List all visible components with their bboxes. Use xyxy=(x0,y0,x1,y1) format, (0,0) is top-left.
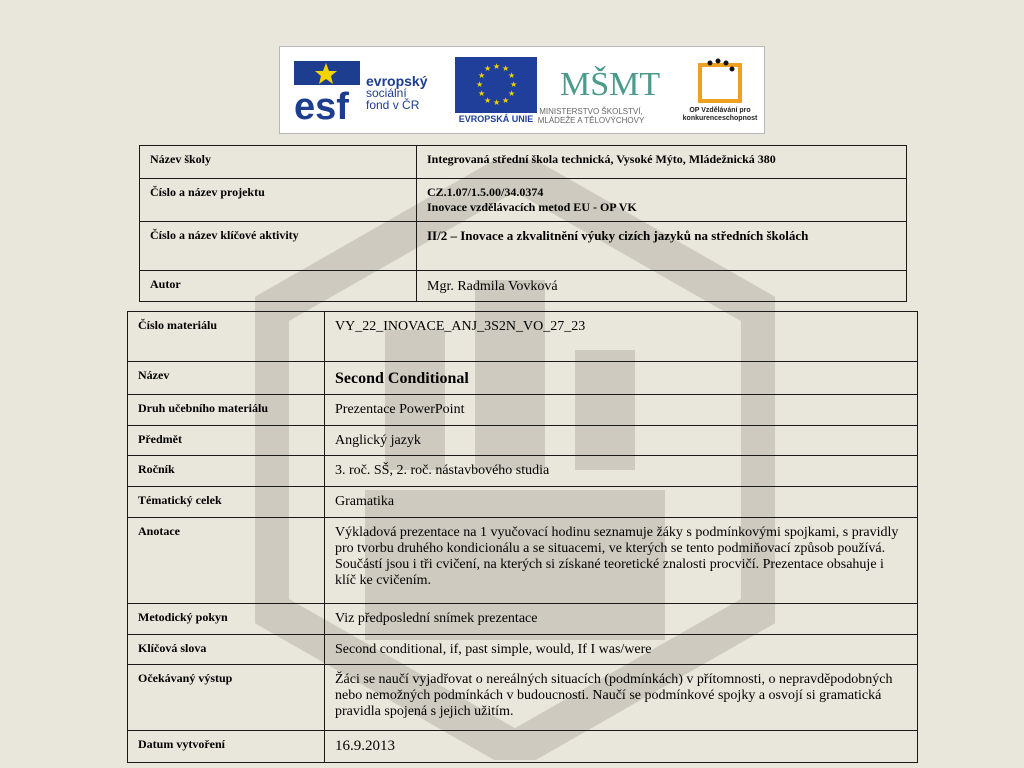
op-emblem-icon xyxy=(680,55,760,105)
author-label: Autor xyxy=(140,271,417,302)
eu-caption: EVROPSKÁ UNIE xyxy=(458,114,534,124)
svg-text:★: ★ xyxy=(508,89,516,98)
subject-value: Anglický jazyk xyxy=(325,426,918,456)
table-row xyxy=(128,395,918,426)
keywords-value: Second conditional, if, past simple, would, If I was/were xyxy=(325,635,918,665)
table-row xyxy=(140,222,907,271)
table-row xyxy=(128,362,918,395)
author-value: Mgr. Radmila Vovková xyxy=(417,271,907,302)
svg-text:★: ★ xyxy=(508,71,516,80)
table-row xyxy=(140,179,907,222)
expected-outcome-label: Očekávaný výstup xyxy=(128,665,325,731)
project-label: Číslo a název projektu xyxy=(140,179,417,222)
methodical-note-label: Metodický pokyn xyxy=(128,604,325,635)
project-name: Inovace vzdělávacích metod EU - OP VK xyxy=(427,200,637,214)
svg-text:★: ★ xyxy=(502,96,510,105)
msmt-mark: MŠMT xyxy=(560,66,661,103)
grade-value: 3. roč. SŠ, 2. roč. nástavbového studia xyxy=(325,456,918,487)
material-type-value: Prezentace PowerPoint xyxy=(325,395,918,426)
svg-text:★: ★ xyxy=(476,80,484,89)
table-row xyxy=(128,312,918,362)
esf-line-1: evropský xyxy=(366,73,428,89)
table-row xyxy=(128,604,918,635)
svg-text:★: ★ xyxy=(493,62,501,71)
table-row xyxy=(128,731,918,763)
topic-value: Gramatika xyxy=(325,487,918,518)
esf-star-icon xyxy=(292,55,362,125)
msmt-logo xyxy=(520,55,662,131)
svg-text:★: ★ xyxy=(510,80,518,89)
project-number: CZ.1.07/1.5.00/34.0374 xyxy=(427,185,544,199)
grade-label: Ročník xyxy=(128,456,325,487)
logo-banner xyxy=(279,46,765,134)
msmt-caption: MINISTERSTVO ŠKOLSTVÍ, MLÁDEŽE A TĚLOVÝCHOVY xyxy=(537,107,645,125)
project-value xyxy=(417,179,907,222)
esf-line-2: sociální xyxy=(366,86,407,100)
svg-text:★: ★ xyxy=(478,89,486,98)
table-row xyxy=(140,146,907,179)
key-activity-label: Číslo a název klíčové aktivity xyxy=(140,222,417,271)
op-caption: OP Vzdělávání pro konkurenceschopnost xyxy=(682,107,758,122)
table-row xyxy=(128,665,918,731)
table-row xyxy=(128,635,918,665)
material-number-label: Číslo materiálu xyxy=(128,312,325,362)
school-name-value: Integrovaná střední škola technická, Vysoké Mýto, Mládežnická 380 xyxy=(417,146,907,179)
topic-label: Tématický celek xyxy=(128,487,325,518)
title-label: Název xyxy=(128,362,325,395)
esf-mark: esf xyxy=(294,86,349,125)
svg-text:★: ★ xyxy=(484,96,492,105)
svg-text:★: ★ xyxy=(502,64,510,73)
svg-text:★: ★ xyxy=(493,98,501,107)
school-name-label: Název školy xyxy=(140,146,417,179)
svg-text:★: ★ xyxy=(478,71,486,80)
keywords-label: Klíčová slova xyxy=(128,635,325,665)
table-row xyxy=(128,518,918,604)
expected-outcome-value: Žáci se naučí vyjadřovat o nereálných situacích (podmínkách) v přítomnosti, o nepravděpodobných nebo nemožných podmínkách v budoucnosti. Naučí se podmínkové spojky a osvojí si gramatická pravidla spojená s jejich užitím. xyxy=(325,665,918,731)
annotation-label: Anotace xyxy=(128,518,325,604)
methodical-note-value: Viz předposlední snímek prezentace xyxy=(325,604,918,635)
material-type-label: Druh učebního materiálu xyxy=(128,395,325,426)
school-info-table xyxy=(139,145,907,302)
created-date-value: 16.9.2013 xyxy=(325,731,918,763)
subject-label: Předmět xyxy=(128,426,325,456)
material-number-value: VY_22_INOVACE_ANJ_3S2N_VO_27_23 xyxy=(325,312,918,362)
svg-text:★: ★ xyxy=(484,64,492,73)
annotation-value: Výkladová prezentace na 1 vyučovací hodinu seznamuje žáky s podmínkovými spojkami, s pravidly pro tvorbu druhého kondicionálu a se situacemi, ve kterých se tento podmiňovací způsob používá. Součástí jsou i tři cvičení, na kterých si získané teoretické znalosti procvičí. Prezentace obsahuje i klíč ke cvičením. xyxy=(325,518,918,604)
esf-logo xyxy=(292,55,442,129)
title-value: Second Conditional xyxy=(325,362,918,395)
esf-line-3: fond v ČR xyxy=(366,98,420,112)
table-row xyxy=(128,456,918,487)
table-row xyxy=(140,271,907,302)
table-row xyxy=(128,487,918,518)
key-activity-value: II/2 – Inovace a zkvalitnění výuky cizích jazyků na středních školách xyxy=(417,222,907,271)
table-row xyxy=(128,426,918,456)
material-info-table xyxy=(127,311,918,763)
created-date-label: Datum vytvoření xyxy=(128,731,325,763)
op-logo xyxy=(680,55,760,131)
